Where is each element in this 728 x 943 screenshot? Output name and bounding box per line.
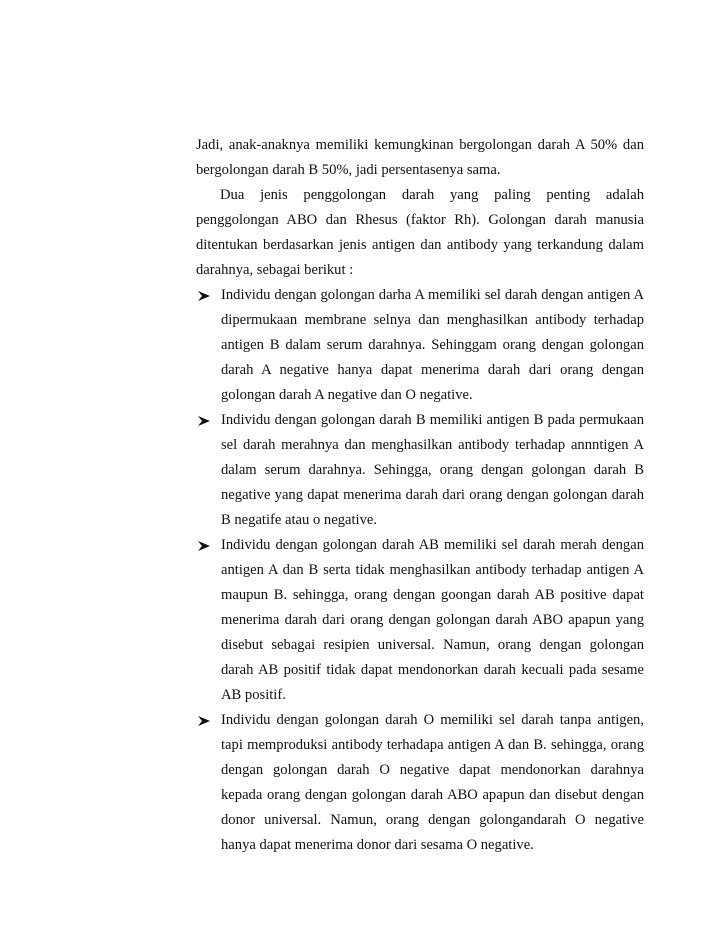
list-item bbox=[196, 408, 644, 533]
arrow-bullet-icon bbox=[198, 708, 212, 726]
list-item-text: Individu dengan golongan darah B memiliki antigen B pada permukaan sel darah merahnya dan menghasilkan antibody terhadap annntigen A dalam serum darahnya. Sehingga, orang dengan golongan darah B negative yang dapat menerima darah dari orang dengan golongan darah B negatife atau o negative. bbox=[221, 412, 644, 528]
list-item-text: Individu dengan golongan darah O memiliki sel darah tanpa antigen, tapi memproduksi antibody terhadapa antigen A dan B. sehingga, orang dengan golongan darah O negative dapat mendonorkan darahnya kepada orang dengan golongan darah ABO apapun dan disebut dengan donor universal. Namun, orang dengan golongandarah O negative hanya dapat menerima donor dari sesama O negative. bbox=[221, 712, 644, 853]
paragraph-conclusion: Jadi, anak-anaknya memiliki kemungkinan bergolongan darah A 50% dan bergolongan darah B 50%, jadi persentasenya sama. bbox=[196, 137, 644, 178]
paragraph-blood-group-intro: Dua jenis penggolongan darah yang paling penting adalah penggolongan ABO dan Rhesus (faktor Rh). Golongan darah manusia ditentukan berdasarkan jenis antigen dan antibody yang terkandung dalam darahnya, sebagai berikut : bbox=[196, 187, 644, 278]
arrow-bullet-icon bbox=[198, 533, 212, 551]
list-item-text: Individu dengan golongan darha A memiliki sel darah dengan antigen A dipermukaan membrane selnya dan menghasilkan antibody terhadap antigen B dalam serum darahnya. Sehinggam orang dengan golongan darah A negative hanya dapat menerima darah dari orang dengan golongan darah A negative dan O negative. bbox=[221, 287, 644, 403]
arrow-bullet-icon bbox=[198, 408, 212, 426]
list-item bbox=[196, 283, 644, 408]
document-page bbox=[196, 133, 644, 858]
list-item-text: Individu dengan golongan darah AB memiliki sel darah merah dengan antigen A dan B serta tidak menghasilkan antibody terhadap antigen A maupun B. sehingga, orang dengan goongan darah AB positive dapat menerima darah dari orang dengan golongan darah ABO apapun yang disebut sebagai resipien universal. Namun, orang dengan golongan darah AB positif tidak dapat mendonorkan darah kecuali pada sesame AB positif. bbox=[221, 537, 644, 703]
list-item bbox=[196, 533, 644, 708]
blood-group-list bbox=[196, 283, 644, 858]
arrow-bullet-icon bbox=[198, 283, 212, 301]
list-item bbox=[196, 708, 644, 858]
